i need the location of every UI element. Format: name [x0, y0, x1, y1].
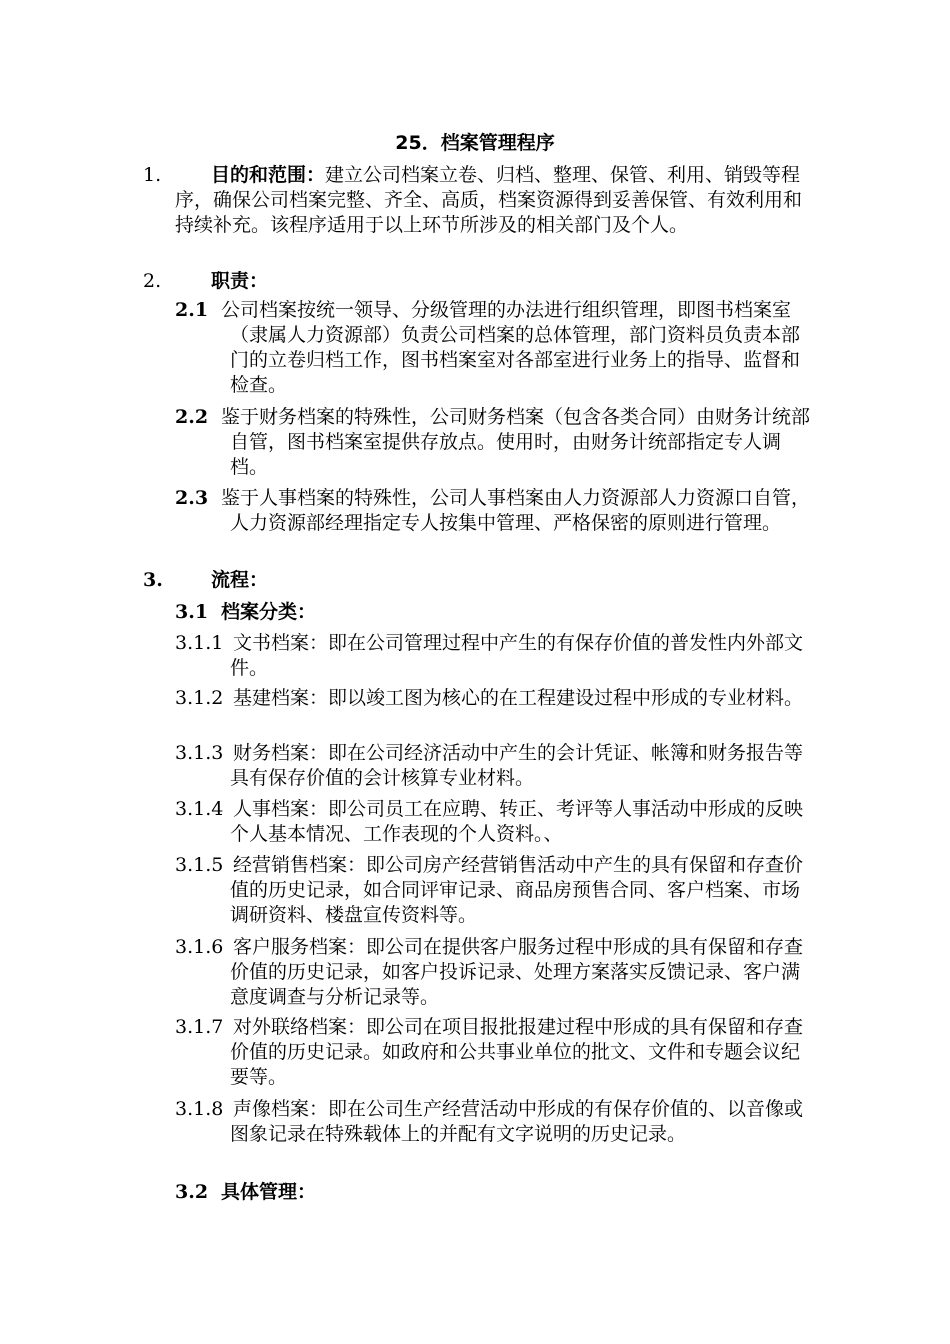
- item-number: 3.1.8: [175, 1098, 224, 1120]
- item-text: 鉴于财务档案的特殊性，公司财务档案（包含各类合同）由财务计统部自管，图书档案室提供存放点。使用时，由财务计统部指定专人调档。: [221, 406, 811, 478]
- item-number: 3.1.4: [175, 798, 224, 820]
- item-text: 财务档案：即在公司经济活动中产生的会计凭证、帐簿和财务报告等具有保存价值的会计核算专业材料。: [230, 742, 804, 789]
- list-item: [175, 298, 815, 398]
- item-number: 2.1: [175, 299, 209, 321]
- list-item: [175, 797, 815, 847]
- list-item: [175, 631, 815, 681]
- section-body: [175, 163, 815, 238]
- list-item: [175, 1097, 815, 1147]
- item-number: 3.1.2: [175, 687, 224, 709]
- item-number: 3.1.1: [175, 632, 224, 654]
- item-text: 经营销售档案：即公司房产经营销售活动中产生的具有保留和存查价值的历史记录，如合同评审记录、商品房预售合同、客户档案、市场调研资料、楼盘宣传资料等。: [230, 854, 804, 926]
- list-item: [175, 686, 815, 711]
- item-text: 对外联络档案：即公司在项目报批报建过程中形成的具有保留和存查价值的历史记录。如政府和公共事业单位的批文、文件和专题会议纪要等。: [230, 1016, 804, 1088]
- section-number: 3.: [143, 569, 163, 591]
- item-text: 客户服务档案：即公司在提供客户服务过程中形成的具有保留和存查价值的历史记录，如客户投诉记录、处理方案落实反馈记录、客户满意度调查与分析记录等。: [230, 936, 804, 1008]
- section-text: 建立公司档案立卷、归档、整理、保管、利用、销毁等程序，确保公司档案完整、齐全、高质，档案资源得到妥善保管、有效利用和持续补充。该程序适用于以上环节所涉及的相关部门及个人。: [175, 164, 803, 236]
- list-item: [175, 486, 815, 536]
- section-heading: 目的和范围：: [211, 164, 326, 186]
- subsection-heading: [175, 1180, 815, 1205]
- section-body: [175, 568, 815, 593]
- section-heading: 职责：: [211, 270, 269, 292]
- item-text: 文书档案：即在公司管理过程中产生的有保存价值的普发性内外部文件。: [230, 632, 804, 679]
- section-number: 1.: [143, 164, 162, 186]
- subsection-number: 3.2: [175, 1181, 209, 1203]
- subsection-title: 具体管理：: [221, 1181, 317, 1203]
- item-number: 3.1.3: [175, 742, 224, 764]
- section-number: 2.: [143, 270, 162, 292]
- item-text: 声像档案：即在公司生产经营活动中形成的有保存价值的、以音像或图象记录在特殊载体上的并配有文字说明的历史记录。: [230, 1098, 804, 1145]
- section-heading: 流程：: [211, 569, 269, 591]
- item-number: 2.3: [175, 487, 209, 509]
- list-item: [175, 1015, 815, 1090]
- list-item: [175, 405, 815, 480]
- list-item: [175, 935, 815, 1010]
- item-text: 基建档案：即以竣工图为核心的在工程建设过程中形成的专业材料。: [233, 687, 804, 709]
- item-text: 鉴于人事档案的特殊性，公司人事档案由人力资源部人力资源口自管，人力资源部经理指定专人按集中管理、严格保密的原则进行管理。: [221, 487, 811, 534]
- item-number: 2.2: [175, 406, 209, 428]
- list-item: [175, 853, 815, 928]
- item-text: 人事档案：即公司员工在应聘、转正、考评等人事活动中形成的反映个人基本情况、工作表现的个人资料。、: [230, 798, 804, 845]
- section-body: [175, 269, 815, 294]
- item-number: 3.1.7: [175, 1016, 224, 1038]
- item-number: 3.1.5: [175, 854, 224, 876]
- subsection-title: 档案分类：: [221, 601, 317, 623]
- document-title: 25．档案管理程序: [395, 132, 555, 154]
- list-item: [175, 741, 815, 791]
- item-text: 公司档案按统一领导、分级管理的办法进行组织管理，即图书档案室（隶属人力资源部）负责公司档案的总体管理，部门资料员负责本部门的立卷归档工作，图书档案室对各部室进行业务上的指导、监督和检查。: [221, 299, 801, 396]
- subsection-number: 3.1: [175, 601, 209, 623]
- item-number: 3.1.6: [175, 936, 224, 958]
- subsection-heading: [175, 600, 815, 625]
